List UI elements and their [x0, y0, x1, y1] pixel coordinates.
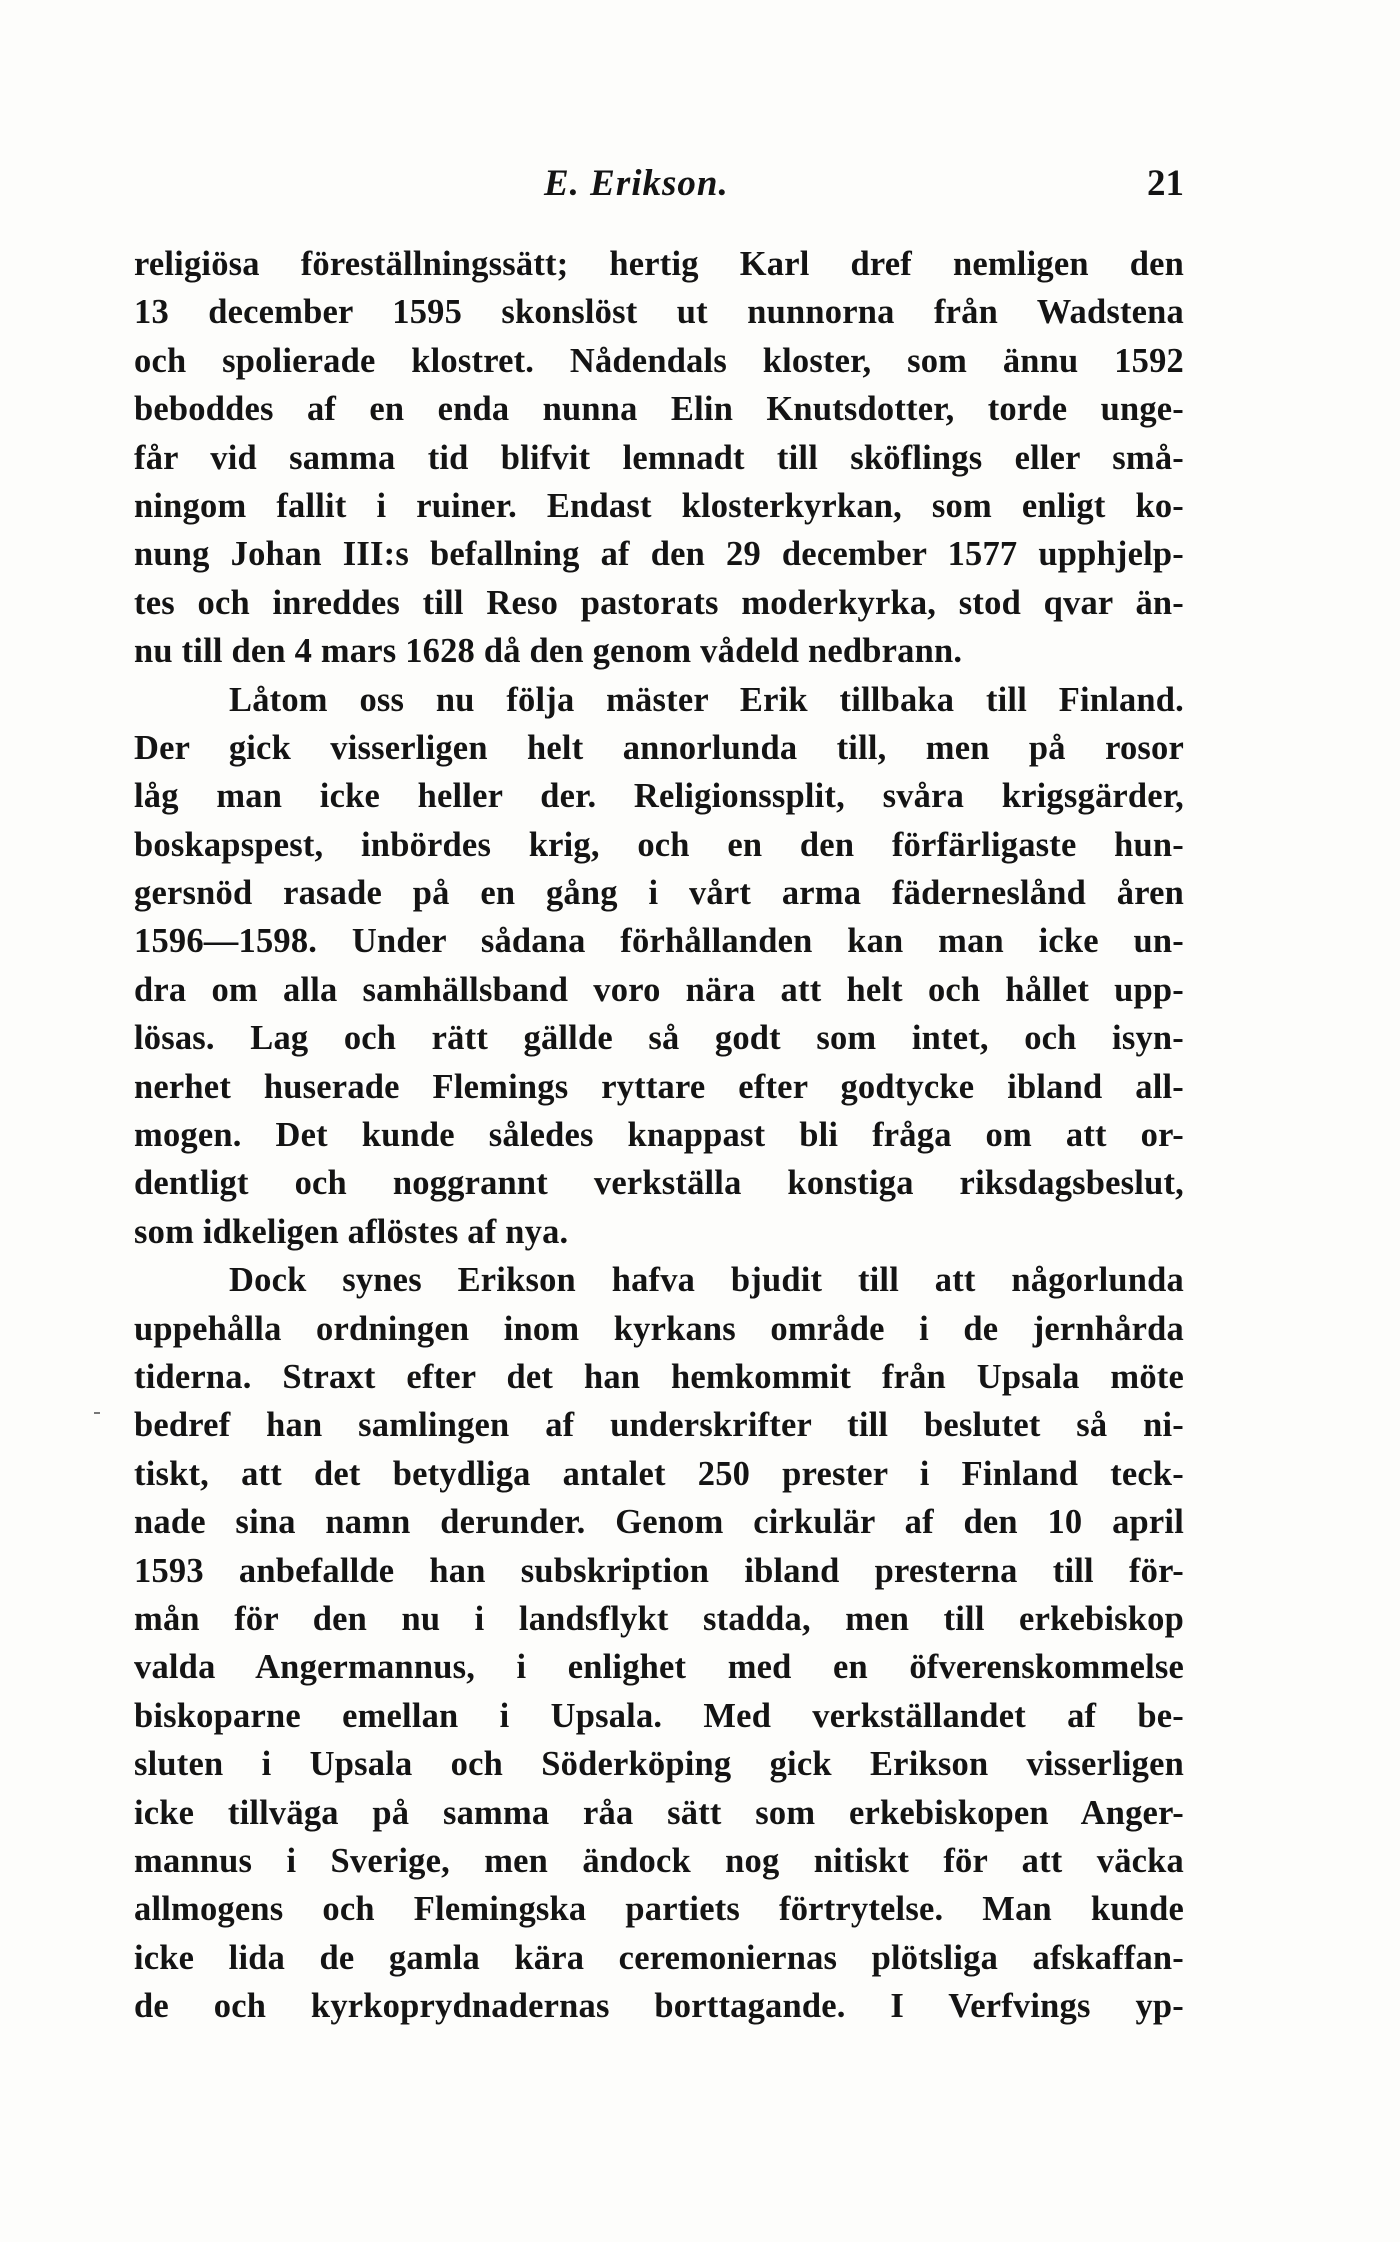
page-number: 21 [1147, 163, 1184, 204]
text-line: dra om alla samhällsband voro nära att helt och hållet upp- [134, 970, 1184, 1009]
text-line: 1593 anbefallde han subskription ibland presterna till för- [134, 1551, 1184, 1590]
text-line: tiderna. Straxt efter det han hemkommit från Upsala möte [134, 1357, 1184, 1396]
text-line: nerhet huserade Flemings ryttare efter godtycke ibland all- [134, 1067, 1184, 1106]
text-line: allmogens och Flemingska partiets förtrytelse. Man kunde [134, 1890, 1184, 1929]
text-line: boskapspest, inbördes krig, och en den förfärligaste hun- [134, 825, 1184, 864]
text-line: uppehålla ordningen inom kyrkans område i de jernhårda [134, 1309, 1184, 1348]
text-line: nung Johan III:s befallning af den 29 december 1577 upphjelp- [134, 535, 1184, 574]
text-line: gersnöd rasade på en gång i vårt arma fäderneslånd åren [134, 874, 1184, 913]
text-line: beboddes af en enda nunna Elin Knutsdotter, torde unge- [134, 390, 1184, 429]
text-line: bedref han samlingen af underskrifter till beslutet så ni- [134, 1406, 1184, 1445]
text-line: Der gick visserligen helt annorlunda till, men på rosor [134, 728, 1184, 767]
text-line: religiösa föreställningssätt; hertig Karl dref nemligen den [134, 245, 1184, 283]
text-line: icke lida de gamla kära ceremoniernas plötsliga afskaffan- [134, 1938, 1184, 1977]
text-line: ningom fallit i ruiner. Endast klosterkyrkan, som enligt ko- [134, 486, 1184, 525]
text-line: de och kyrkoprydnadernas borttagande. I Verfvings yp- [134, 1987, 1184, 2026]
text-line: icke tillväga på samma råa sätt som erkebiskopen Anger- [134, 1793, 1184, 1832]
header-title: E. Erikson. [544, 163, 729, 204]
text-line: valda Angermannus, i enlighet med en öfverenskommelse [134, 1648, 1184, 1687]
text-line: biskoparne emellan i Upsala. Med verkställandet af be- [134, 1696, 1184, 1735]
paragraph-first-line: Dock synes Erikson hafva bjudit till att någorlunda [229, 1261, 1184, 1300]
text-line: lösas. Lag och rätt gällde så godt som intet, och isyn- [134, 1019, 1184, 1058]
text-line: mogen. Det kunde således knappast bli fråga om att or- [134, 1116, 1184, 1155]
text-line: tiskt, att det betydliga antalet 250 prester i Finland teck- [134, 1454, 1184, 1493]
text-line: och spolierade klostret. Nådendals kloster, som ännu 1592 [134, 341, 1184, 380]
text-line: mån för den nu i landsflykt stadda, men till erkebiskop [134, 1599, 1184, 1638]
text-line: sluten i Upsala och Söderköping gick Erikson visserligen [134, 1745, 1184, 1784]
text-line: nade sina namn derunder. Genom cirkulär af den 10 april [134, 1503, 1184, 1542]
paper-speck [94, 1412, 100, 1414]
text-line: som idkeligen aflöstes af nya. [134, 1212, 569, 1251]
text-body [134, 240, 1184, 2030]
text-line: 1596—1598. Under sådana förhållanden kan man icke un- [134, 922, 1184, 961]
text-line: dentligt och noggrannt verkställa konstiga riksdagsbeslut, [134, 1164, 1184, 1203]
text-line: mannus i Sverige, men ändock nog nitiskt för att väcka [134, 1841, 1184, 1880]
text-line: nu till den 4 mars 1628 då den genom vådeld nedbrann. [134, 632, 963, 671]
paragraph-first-line: Låtom oss nu följa mäster Erik tillbaka till Finland. [229, 680, 1184, 719]
running-head [134, 162, 1184, 212]
text-line: 13 december 1595 skonslöst ut nunnorna från Wadstena [134, 293, 1184, 332]
text-line: får vid samma tid blifvit lemnadt till sköflings eller små- [134, 438, 1184, 477]
text-line: låg man icke heller der. Religionssplit, svåra krigsgärder, [134, 777, 1184, 816]
text-line: tes och inreddes till Reso pastorats moderkyrka, stod qvar än- [134, 583, 1184, 622]
